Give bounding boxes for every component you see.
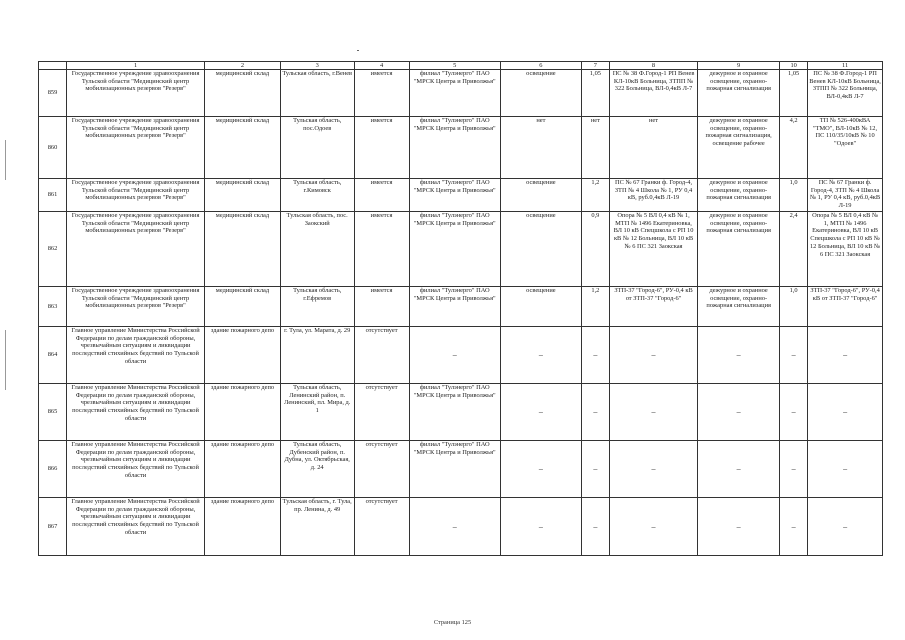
table-row [39,70,883,117]
cell-source-main: ЗТП-37 "Город-6", РУ-0,4 кВ от ЗТП-37 "Город-6" [609,287,697,327]
header-cell: 6 [500,62,581,70]
cell-source-reserve: – [808,327,883,384]
cell-availability: имеется [354,287,409,327]
header-cell: 2 [205,62,281,70]
registry-table [38,61,883,556]
cell-reserve-value: – [780,384,808,441]
cell-source-main: – [609,384,697,441]
cell-supplier: – [409,327,500,384]
cell-load-reserve: дежурное и охранное освещение, охранно-пожарная сигнализация [698,287,780,327]
cell-supplier: филиал "Тулэнерго" ПАО "МРСК Центра и Приволжья" [409,179,500,212]
cell-load-value: 1,2 [581,179,609,212]
cell-reserve-value: 1,05 [780,70,808,117]
table-row [39,287,883,327]
cell-object-type: медицинский склад [205,70,281,117]
cell-reserve-value: 4,2 [780,117,808,179]
cell-address: Тульская область, пос.Одоев [280,117,354,179]
cell-address: Тульская область, Дубенский район, п. Дубна, ул. Октябрьская, д. 24 [280,441,354,498]
header-cell: 4 [354,62,409,70]
header-cell: 8 [609,62,697,70]
cell-availability: отсутствует [354,441,409,498]
cell-object-type: медицинский склад [205,212,281,287]
cell-address: Тульская область, г.Кимовск [280,179,354,212]
cell-supplier: филиал "Тулэнерго" ПАО "МРСК Центра и Приволжья" [409,441,500,498]
cell-load-value: – [581,441,609,498]
table-row [39,327,883,384]
cell-reserve-value: 2,4 [780,212,808,287]
cell-institution-name: Государственное учреждение здравоохранения Тульской области "Медицинский центр мобилизационных резервов "Резерв" [67,117,205,179]
cell-address: Тульская область, Ленинский район, п. Ленинский, пл. Мира, д. 1 [280,384,354,441]
table-row [39,212,883,287]
table-row [39,498,883,556]
cell-availability: отсутствует [354,384,409,441]
row-number: 859 [39,70,67,117]
row-number: 866 [39,441,67,498]
cell-supplier: филиал "Тулэнерго" ПАО "МРСК Центра и Приволжья" [409,384,500,441]
cell-availability: отсутствует [354,498,409,556]
cell-supplier: – [409,498,500,556]
cell-source-reserve: ПС № 38 Ф.Город-1 РП Венев КЛ-10кВ Больница, ЗТПП № 322 Больница, ВЛ-0,4кВ Л-7 [808,70,883,117]
cell-source-main: ПС № 38 Ф.Город-1 РП Венев КЛ-10кВ Больница, ЗТПП № 322 Больница, ВЛ-0,4кВ Л-7 [609,70,697,117]
cell-source-reserve: – [808,498,883,556]
table-row [39,117,883,179]
cell-load-value: – [581,498,609,556]
cell-address: Тульская область, г. Тула, пр. Ленина, д. 49 [280,498,354,556]
page-footer: Страница 125 [433,619,472,626]
cell-load-type: – [500,441,581,498]
header-row [39,62,883,70]
row-number: 864 [39,327,67,384]
cell-load-value: 1,05 [581,70,609,117]
cell-load-reserve: дежурное и охранное освещение, охранно-пожарная сигнализация, освещение рабочее [698,117,780,179]
cell-object-type: здание пожарного депо [205,441,281,498]
cell-load-reserve: – [698,441,780,498]
cell-supplier: филиал "Тулэнерго" ПАО "МРСК Центра и Приволжья" [409,287,500,327]
scan-dot [357,50,359,51]
header-cell: 7 [581,62,609,70]
cell-source-main: – [609,498,697,556]
cell-institution-name: Главное управление Министерства Российской Федерации по делам гражданской обороны, чрезвычайным ситуациям и ликвидации последствий стихийных бедствий по Тульской области [67,384,205,441]
cell-institution-name: Государственное учреждение здравоохранения Тульской области "Медицинский центр мобилизационных резервов "Резерв" [67,212,205,287]
cell-load-value: 1,2 [581,287,609,327]
cell-supplier: филиал "Тулэнерго" ПАО "МРСК Центра и Приволжья" [409,117,500,179]
cell-load-type: освещение [500,287,581,327]
row-number: 862 [39,212,67,287]
cell-availability: отсутствует [354,327,409,384]
header-cell: 1 [67,62,205,70]
cell-load-reserve: – [698,498,780,556]
cell-availability: имеется [354,70,409,117]
cell-load-value: нет [581,117,609,179]
cell-institution-name: Государственное учреждение здравоохранения Тульской области "Медицинский центр мобилизационных резервов "Резерв" [67,70,205,117]
cell-institution-name: Государственное учреждение здравоохранения Тульской области "Медицинский центр мобилизационных резервов "Резерв" [67,179,205,212]
cell-supplier: филиал "Тулэнерго" ПАО "МРСК Центра и Приволжья" [409,212,500,287]
cell-load-value: 0,9 [581,212,609,287]
cell-supplier: филиал "Тулэнерго" ПАО "МРСК Центра и Приволжья" [409,70,500,117]
cell-source-reserve: ТП № 526-400кВА "ТМО", ВЛ-10кВ № 12, ПС 110/35/10кВ № 10 "Одоев" [808,117,883,179]
cell-object-type: здание пожарного депо [205,498,281,556]
header-cell: 11 [808,62,883,70]
cell-reserve-value: 1,0 [780,287,808,327]
cell-source-main: – [609,327,697,384]
cell-load-value: – [581,327,609,384]
header-cell: 3 [280,62,354,70]
scan-edge-mark [5,330,6,390]
row-number: 865 [39,384,67,441]
cell-load-type: нет [500,117,581,179]
cell-load-reserve: дежурное и охранное освещение, охранно-пожарная сигнализация [698,179,780,212]
row-number: 861 [39,179,67,212]
cell-availability: имеется [354,117,409,179]
cell-object-type: медицинский склад [205,179,281,212]
table-row [39,384,883,441]
cell-address: г. Тула, ул. Марата, д. 29 [280,327,354,384]
cell-institution-name: Главное управление Министерства Российской Федерации по делам гражданской обороны, чрезвычайным ситуациям и ликвидации последствий стихийных бедствий по Тульской области [67,327,205,384]
cell-reserve-value: – [780,441,808,498]
cell-availability: имеется [354,212,409,287]
cell-institution-name: Главное управление Министерства Российской Федерации по делам гражданской обороны, чрезвычайным ситуациям и ликвидации последствий стихийных бедствий по Тульской области [67,441,205,498]
header-cell: 5 [409,62,500,70]
cell-load-type: освещение [500,212,581,287]
cell-reserve-value: – [780,498,808,556]
cell-object-type: медицинский склад [205,287,281,327]
cell-reserve-value: – [780,327,808,384]
cell-source-reserve: – [808,441,883,498]
cell-load-reserve: – [698,384,780,441]
cell-load-value: – [581,384,609,441]
cell-load-reserve: дежурное и охранное освещение, охранно-пожарная сигнализация [698,212,780,287]
cell-object-type: здание пожарного депо [205,327,281,384]
header-cell: 10 [780,62,808,70]
cell-source-main: ПС № 67 Гранки ф. Город-4, ЗТП № 4 Школа № 1, РУ 0,4 кВ, руб.0,4кВ Л-19 [609,179,697,212]
cell-source-reserve: ЗТП-37 "Город-6", РУ-0,4 кВ от ЗТП-37 "Город-6" [808,287,883,327]
cell-address: Тульская область, г.Ефремов [280,287,354,327]
scan-edge-mark [5,140,6,180]
cell-load-type: – [500,327,581,384]
cell-address: Тульская область, г.Венев [280,70,354,117]
row-number: 867 [39,498,67,556]
table-row [39,441,883,498]
cell-reserve-value: 1,0 [780,179,808,212]
table-row [39,179,883,212]
cell-object-type: медицинский склад [205,117,281,179]
cell-source-main: нет [609,117,697,179]
cell-availability: имеется [354,179,409,212]
cell-load-type: – [500,384,581,441]
row-number: 863 [39,287,67,327]
header-cell: 9 [698,62,780,70]
cell-source-main: Опора № 5 ВЛ 0,4 кВ № 1, МТП № 1496 Екатериновка, ВЛ 10 кВ Спецшкола с РП 10 кВ № 12 Больница, ВЛ 10 кВ № 6 ПС 321 Заокская [609,212,697,287]
cell-address: Тульская область, пос. Заокский [280,212,354,287]
header-cell-blank [39,62,67,70]
cell-load-type: освещение [500,179,581,212]
cell-source-reserve: – [808,384,883,441]
cell-object-type: здание пожарного депо [205,384,281,441]
cell-source-reserve: ПС № 67 Гранки ф. Город-4, ЗТП № 4 Школа № 1, РУ 0,4 кВ, руб.0,4кВ Л-19 [808,179,883,212]
cell-source-main: – [609,441,697,498]
cell-load-type: – [500,498,581,556]
cell-load-type: освещение [500,70,581,117]
cell-load-reserve: дежурное и охранное освещение, охранно-пожарная сигнализация [698,70,780,117]
cell-institution-name: Главное управление Министерства Российской Федерации по делам гражданской обороны, чрезвычайным ситуациям и ликвидации последствий стихийных бедствий по Тульской области [67,498,205,556]
cell-source-reserve: Опора № 5 ВЛ 0,4 кВ № 1, МТП № 1496 Екатериновка, ВЛ 10 кВ Спецшкола с РП 10 кВ № 12 Больница, ВЛ 10 кВ № 6 ПС 321 Заокская [808,212,883,287]
cell-institution-name: Государственное учреждение здравоохранения Тульской области "Медицинский центр мобилизационных резервов "Резерв" [67,287,205,327]
cell-load-reserve: – [698,327,780,384]
row-number: 860 [39,117,67,179]
